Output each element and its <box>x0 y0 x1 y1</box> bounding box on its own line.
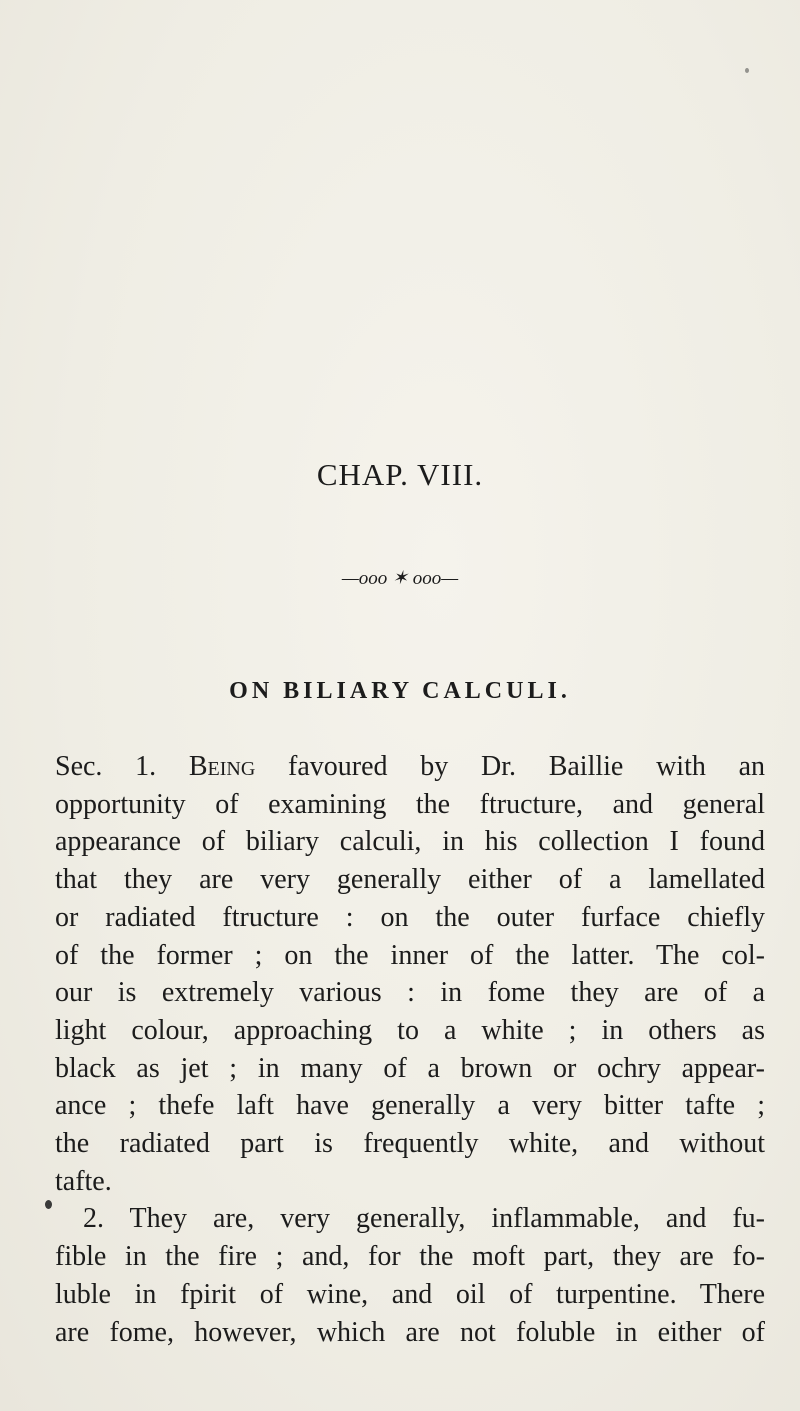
text-line <box>55 748 765 786</box>
ink-speck <box>45 1200 52 1209</box>
text-line: that they are very generally either of a lamellated <box>55 864 765 896</box>
text-line: appearance of biliary calculi, in his collection I found <box>55 826 765 858</box>
text-line: opportunity of examining the ftructure, and general <box>55 788 765 820</box>
chapter-heading: CHAP. VIII. <box>316 457 484 492</box>
text-line: tafte. <box>55 1165 112 1197</box>
paragraph-2 <box>55 1200 765 1351</box>
body-text <box>55 748 765 1351</box>
chapter-ornament: —ooo ✶ ooo— <box>341 568 459 589</box>
text-line: luble in fpirit of wine, and oil of turpentine. There <box>55 1278 765 1310</box>
text-line: light colour, approaching to a white ; in others as <box>55 1014 765 1046</box>
chapter-title: ON BILIARY CALCULI. <box>229 678 571 704</box>
paragraph-1 <box>55 748 765 1200</box>
text-line: black as jet ; in many of a brown or ochry appear- <box>55 1052 765 1084</box>
lead-word: Being <box>188 751 256 782</box>
text-line: the radiated part is frequently white, and without <box>55 1128 765 1160</box>
text-line: are fome, however, which are not foluble in either of <box>55 1316 765 1348</box>
text-line: ance ; thefe laft have generally a very bitter tafte ; <box>55 1090 765 1122</box>
text-line: fible in the fire ; and, for the moft part, they are fo- <box>55 1241 765 1273</box>
ink-speck <box>745 68 749 73</box>
line-rest: favoured by Dr. Baillie with an <box>255 751 765 782</box>
text-line: of the former ; on the inner of the latter. The col- <box>55 939 765 971</box>
section-number: Sec. 1. <box>55 751 189 782</box>
text-line: 2. They are, very generally, inflammable, and fu- <box>83 1203 765 1235</box>
text-line: our is extremely various : in fome they are of a <box>55 977 765 1009</box>
text-line: or radiated ftructure : on the outer furface chiefly <box>55 901 765 933</box>
